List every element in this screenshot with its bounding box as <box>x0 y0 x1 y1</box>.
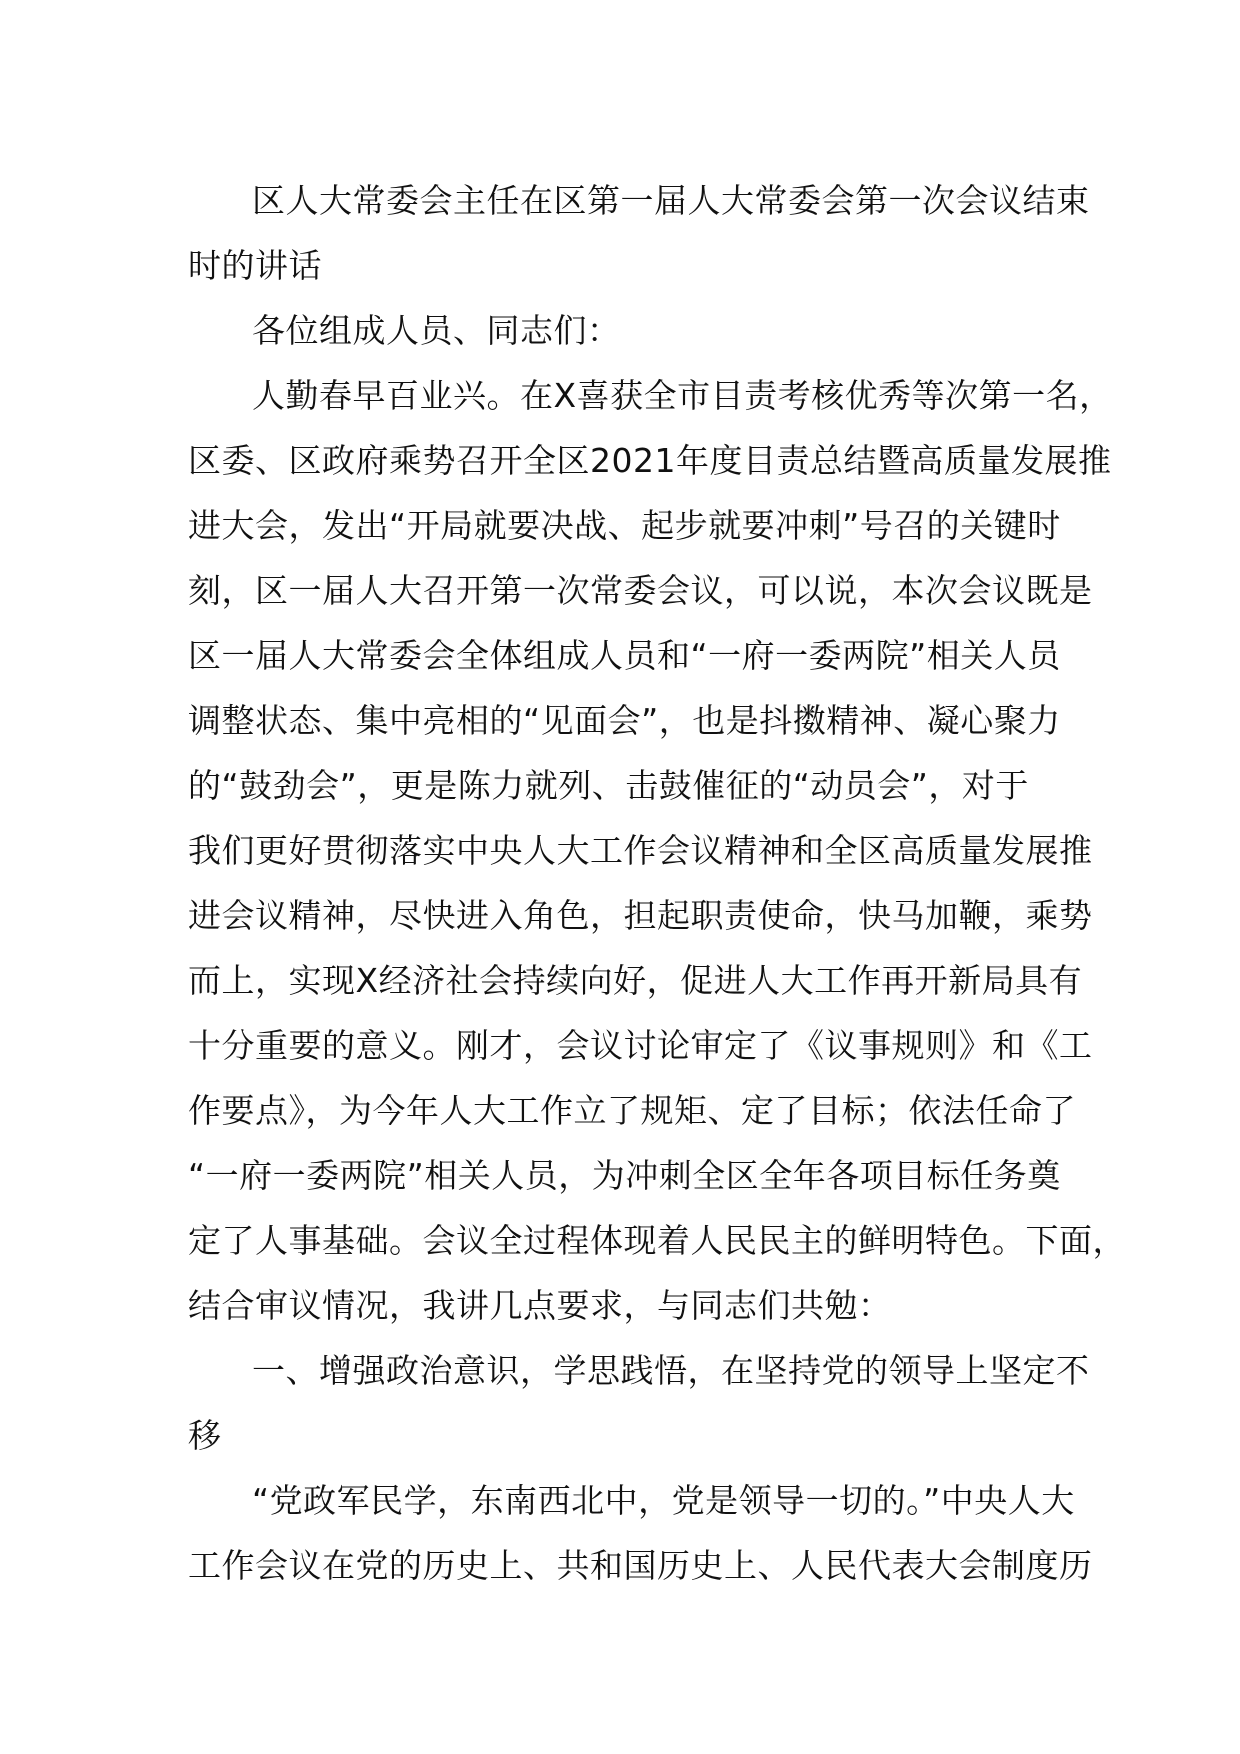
intro-paragraph-line-13: “一府一委两院”相关人员，为冲刺全区全年各项目标任务奠 <box>188 1156 1061 1195</box>
intro-paragraph-line-9: 进会议精神，尽快进入角色，担起职责使命，快马加鞭，乘势 <box>188 896 1093 935</box>
intro-paragraph-line-14: 定了人事基础。会议全过程体现着人民民主的鲜明特色。下面， <box>188 1221 1126 1260</box>
section-one-paragraph-line-2: 工作会议在党的历史上、共和国历史上、人民代表大会制度历 <box>188 1546 1093 1585</box>
salutation: 各位组成人员、同志们： <box>252 311 621 350</box>
intro-paragraph-line-5: 区一届人大常委会全体组成人员和“一府一委两院”相关人员 <box>188 636 1061 675</box>
intro-paragraph-line-6: 调整状态、集中亮相的“见面会”，也是抖擞精神、凝心聚力 <box>188 701 1061 740</box>
intro-paragraph-line-2: 区委、区政府乘势召开全区2021年度目责总结暨高质量发展推 <box>188 441 1112 480</box>
intro-paragraph-line-1: 人勤春早百业兴。在X喜获全市目责考核优秀等次第一名， <box>252 376 1113 415</box>
intro-paragraph-line-4: 刻，区一届人大召开第一次常委会议，可以说，本次会议既是 <box>188 571 1093 610</box>
document-title-line-1: 区人大常委会主任在区第一届人大常委会第一次会议结束 <box>252 181 1090 220</box>
section-one-heading-line-1: 一、增强政治意识，学思践悟，在坚持党的领导上坚定不 <box>252 1351 1090 1390</box>
section-one-paragraph-line-1: “党政军民学，东南西北中，党是领导一切的。”中央人大 <box>252 1481 1075 1520</box>
section-one-heading-line-2: 移 <box>188 1416 222 1455</box>
intro-paragraph-line-11: 十分重要的意义。刚才，会议讨论审定了《议事规则》和《工 <box>188 1026 1093 1065</box>
intro-paragraph-line-3: 进大会，发出“开局就要决战、起步就要冲刺”号召的关键时 <box>188 506 1061 545</box>
intro-paragraph-line-7: 的“鼓劲会”，更是陈力就列、击鼓催征的“动员会”，对于 <box>188 766 1029 805</box>
document-body <box>188 168 1126 1598</box>
intro-paragraph-line-12: 作要点》，为今年人大工作立了规矩、定了目标；依法任命了 <box>188 1091 1076 1130</box>
intro-paragraph-line-15: 结合审议情况，我讲几点要求，与同志们共勉： <box>188 1286 892 1325</box>
intro-paragraph-line-8: 我们更好贯彻落实中央人大工作会议精神和全区高质量发展推 <box>188 831 1093 870</box>
document-title-line-2: 时的讲话 <box>188 246 322 285</box>
intro-paragraph-line-10: 而上，实现X经济社会持续向好，促进人大工作再开新局具有 <box>188 961 1083 1000</box>
